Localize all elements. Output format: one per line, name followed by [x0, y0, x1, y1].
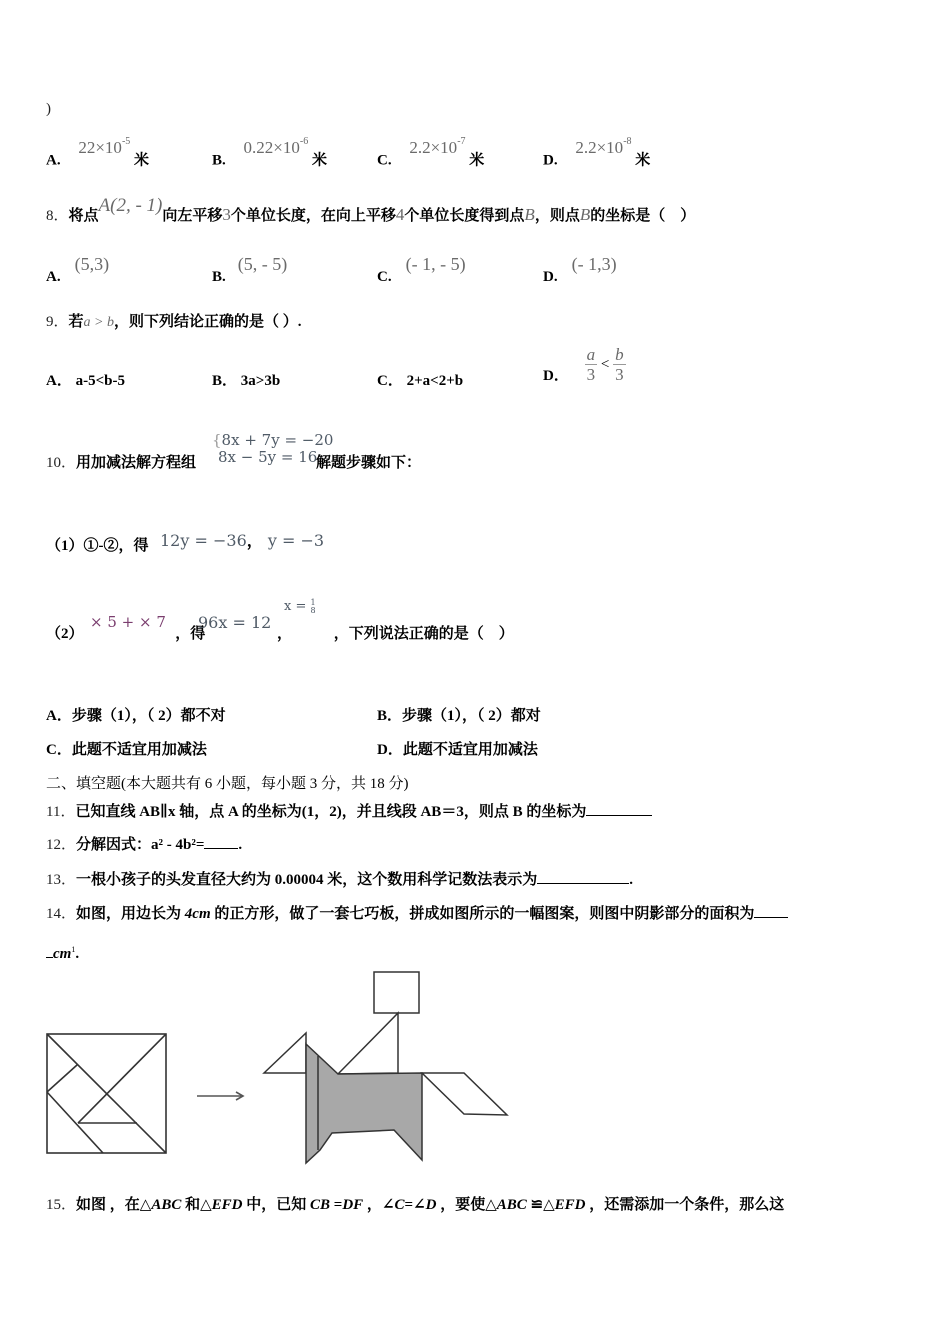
q10-step2: （2） ，得 ， ，下列说法正确的是（ ）	[46, 626, 514, 642]
q8-option-d[interactable]: D.(- 1,3)	[543, 254, 617, 285]
q9-option-a[interactable]: A． a-5<b-5	[46, 373, 125, 389]
tangram-horse	[264, 972, 507, 1163]
q10-step1: （1）①-②，得	[46, 538, 149, 554]
q8-option-b[interactable]: B.(5, - 5)	[212, 254, 288, 285]
fraction-b-over-3: $\frac{b}{3}$	[615, 345, 624, 384]
tangram-square	[47, 1034, 166, 1153]
arrow-right-icon	[197, 1092, 243, 1100]
equation-system: {8x + 7y = −20 8x − 5y = 16	[212, 431, 334, 466]
fraction-a-over-3: $\frac{a}{3}$	[586, 345, 596, 384]
q11: 11．已知直线 AB∥x 轴，点 A 的坐标为(1，2)，并且线段 AB＝3，则点 B 的坐标为	[46, 801, 652, 821]
option-math: $2.2\times 10^{-7}$	[409, 136, 466, 157]
q13: 13．一根小孩子的头发直径大约为 0.00004 米，这个数用科学记数法表示为 .	[46, 869, 633, 889]
tangram-figure	[0, 960, 950, 1175]
q10-option-c[interactable]: C．此题不适宜用加减法	[46, 742, 207, 758]
option-unit: 米	[134, 152, 150, 169]
q10-stem: 10．用加减法解方程组 解题步骤如下：	[46, 455, 422, 471]
q9-stem: 9．若a > b，则下列结论正确的是（ ）.	[46, 314, 302, 330]
answer-blank[interactable]	[586, 801, 652, 816]
point-a-math: A(2, - 1)	[98, 195, 163, 216]
q9-option-d[interactable]: D． $\frac{a}{3}$ < $\frac{b}{3}$	[543, 345, 624, 385]
option-label: B.	[212, 152, 226, 169]
q12: 12．分解因式：a² - 4b²= .	[46, 834, 242, 854]
section-title: 二、填空题(本大题共有 6 小题，每小题 3 分，共 18 分)	[46, 776, 409, 792]
q10-option-a[interactable]: A．步骤（1），（ 2）都不对	[46, 708, 226, 724]
option-unit: 米	[311, 152, 327, 169]
option-label: C.	[377, 152, 392, 169]
q8-option-a[interactable]: A.(5,3)	[46, 254, 110, 285]
step2-multiply: × 5 + × 7	[90, 613, 166, 631]
q7-option-c[interactable]	[377, 136, 485, 170]
q10-option-d[interactable]: D．此题不适宜用加减法	[377, 742, 538, 758]
answer-blank[interactable]	[537, 869, 629, 884]
q15: 15．如图 ，在△ABC 和△EFD 中，已知 CB =DF ，∠C=∠D ，要使△ABC ≌△EFD ，还需添加一个条件，那么这	[46, 1197, 785, 1213]
q14-unit-line: $cm^1$.	[46, 941, 79, 963]
answer-blank[interactable]	[204, 834, 238, 849]
q7-option-d[interactable]	[543, 136, 651, 170]
q9-option-b[interactable]: B． 3a>3b	[212, 373, 281, 389]
step2-result: 96x = 12	[198, 613, 272, 632]
q7-tail: )	[46, 101, 51, 117]
answer-blank[interactable]	[754, 903, 788, 918]
option-math: $2.2\times 10^{-8}$	[575, 136, 632, 157]
option-label: D.	[543, 152, 558, 169]
q8-option-c[interactable]: C.(- 1, - 5)	[377, 254, 466, 285]
q10-option-b[interactable]: B．步骤（1），（ 2）都对	[377, 708, 541, 724]
option-label: A.	[46, 152, 61, 169]
answer-blank-cont[interactable]	[46, 943, 53, 958]
q7-option-a[interactable]	[46, 136, 150, 170]
q7-option-b[interactable]	[212, 136, 327, 170]
q9-option-c[interactable]: C． 2+a<2+b	[377, 373, 464, 389]
option-unit: 米	[469, 152, 485, 169]
step2-x-value: x = 1 8	[284, 597, 316, 615]
q8-stem: 8．将点A(2, - 1)向左平移3个单位长度，在向上平移4个单位长度得到点B，则点B的坐标是（ ）	[46, 195, 696, 224]
option-unit: 米	[635, 152, 651, 169]
option-math: $22\times 10^{-5}$	[78, 136, 131, 157]
option-math: $0.22\times 10^{-6}$	[243, 136, 309, 157]
q14: 14．如图，用边长为 4cm 的正方形，做了一套七巧板，拼成如图所示的一幅图案，则图中阴影部分的面积为	[46, 903, 788, 923]
step1-math: 12y = −36， y = −3	[160, 531, 325, 550]
